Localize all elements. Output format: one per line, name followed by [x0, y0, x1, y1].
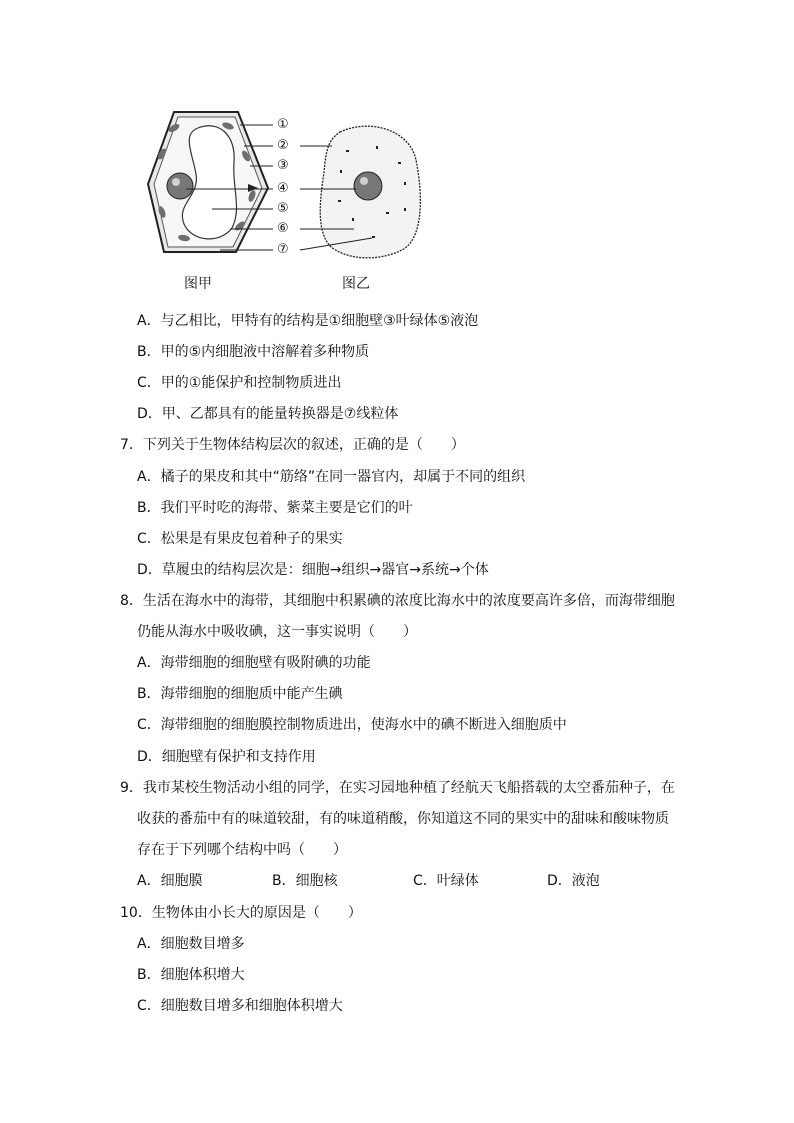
- q6-option-d: D．甲、乙都具有的能量转换器是⑦线粒体: [137, 406, 399, 422]
- plant-cell-diagram: [148, 112, 273, 252]
- animal-cell-nucleus: [354, 172, 382, 200]
- q6-option-a: A．与乙相比，甲特有的结构是①细胞壁③叶绿体⑤液泡: [137, 313, 479, 329]
- animal-cell-diagram: [300, 126, 420, 258]
- animal-cell-caption: 图乙: [342, 276, 370, 292]
- q8-stem-line2: 仍能从海水中吸收碘，这一事实说明（ ）: [137, 624, 417, 640]
- q6-option-c: C．甲的①能保护和控制物质进出: [137, 375, 342, 391]
- q7-option-d: D．草履虫的结构层次是：细胞→组织→器官→系统→个体: [137, 562, 489, 578]
- q9-stem-line1: 9．我市某校生物活动小组的同学，在实习园地种植了经航天飞船搭载的太空番茄种子，在: [120, 780, 675, 796]
- q6-option-b: B．甲的⑤内细胞液中溶解着多种物质: [137, 344, 370, 360]
- plant-cell-nucleus: [167, 173, 193, 199]
- q9-option-a: A．细胞膜: [137, 873, 203, 889]
- q7-stem: 7．下列关于生物体结构层次的叙述，正确的是（ ）: [120, 437, 465, 453]
- q7-option-a: A．橘子的果皮和其中“筋络”在同一器官内，却属于不同的组织: [137, 469, 526, 485]
- label-1: ①: [277, 117, 289, 132]
- q8-option-a: A．海带细胞的细胞壁有吸附碘的功能: [137, 655, 371, 671]
- label-5: ⑤: [277, 201, 289, 216]
- plant-nucleolus-highlight: [172, 178, 180, 186]
- label-4: ④: [277, 181, 289, 196]
- q9-option-b: B．细胞核: [272, 873, 338, 889]
- q9-option-d: D．液泡: [547, 873, 600, 889]
- q10-option-c: C．细胞数目增多和细胞体积增大: [137, 998, 343, 1014]
- cell-diagrams-svg: [140, 100, 440, 300]
- q8-option-c: C．海带细胞的细胞膜控制物质进出，使海水中的碘不断进入细胞质中: [137, 717, 567, 733]
- label-6: ⑥: [277, 221, 289, 236]
- q10-option-b: B．细胞体积增大: [137, 967, 245, 983]
- cell-diagram-figure: [140, 100, 440, 300]
- q9-stem-line2: 收获的番茄中有的味道较甜，有的味道稍酸，你知道这不同的果实中的甜味和酸味物质: [137, 811, 669, 827]
- q9-option-c: C．叶绿体: [413, 873, 479, 889]
- q7-option-b: B．我们平时吃的海带、紫菜主要是它们的叶: [137, 500, 413, 516]
- animal-nucleolus-highlight: [360, 177, 368, 185]
- q7-option-c: C．松果是有果皮包着种子的果实: [137, 531, 343, 547]
- q10-option-a: A．细胞数目增多: [137, 936, 245, 952]
- q8-stem-line1: 8．生活在海水中的海带，其细胞中积累碘的浓度比海水中的浓度要高许多倍，而海带细胞: [120, 593, 675, 609]
- q8-option-b: B．海带细胞的细胞质中能产生碘: [137, 686, 343, 702]
- plant-cell-caption: 图甲: [184, 276, 212, 292]
- label-7: ⑦: [277, 242, 289, 257]
- q8-option-d: D．细胞壁有保护和支持作用: [137, 749, 316, 765]
- label-3: ③: [277, 158, 289, 173]
- q9-stem-line3: 存在于下列哪个结构中吗（ ）: [137, 842, 347, 858]
- q10-stem: 10．生物体由小长大的原因是（ ）: [120, 905, 362, 921]
- label-2: ②: [277, 138, 289, 153]
